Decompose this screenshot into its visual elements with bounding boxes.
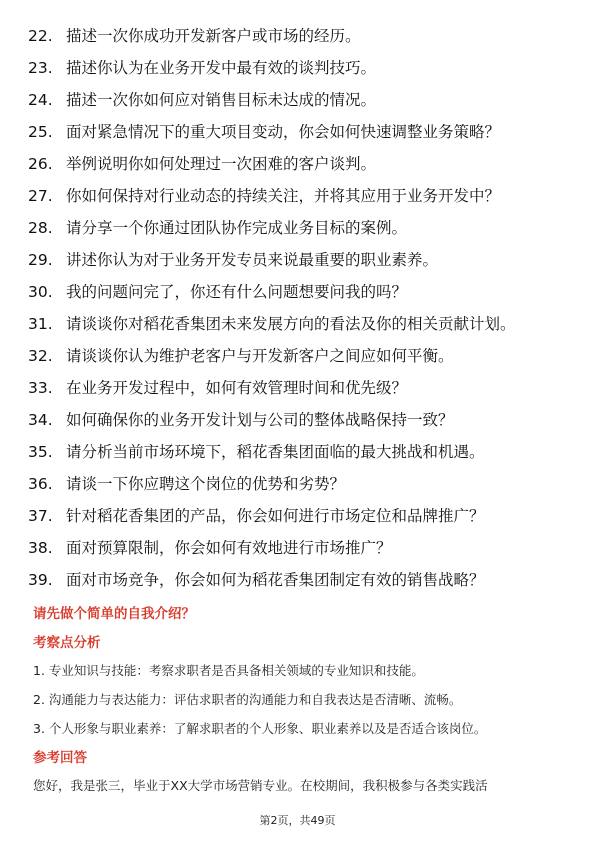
question-number: 39. bbox=[28, 571, 53, 589]
question-number: 22. bbox=[28, 27, 53, 45]
question-number: 37. bbox=[28, 507, 53, 525]
question-text: 针对稻花香集团的产品，你会如何进行市场定位和品牌推广？ bbox=[66, 507, 485, 525]
list-item bbox=[28, 122, 568, 143]
list-item bbox=[28, 154, 568, 175]
question-number: 26. bbox=[28, 155, 53, 173]
list-item bbox=[28, 410, 568, 431]
question-number: 23. bbox=[28, 59, 53, 77]
question-text: 请分析当前市场环境下，稻花香集团面临的最大挑战和机遇。 bbox=[66, 443, 485, 461]
analysis-item: 1. 专业知识与技能：考察求职者是否具备相关领域的专业知识和技能。 bbox=[33, 663, 424, 678]
question-number: 29. bbox=[28, 251, 53, 269]
question-number: 36. bbox=[28, 475, 53, 493]
list-item bbox=[28, 378, 568, 399]
question-number: 34. bbox=[28, 411, 53, 429]
analysis-item: 2. 沟通能力与表达能力：评估求职者的沟通能力和自我表达是否清晰、流畅。 bbox=[33, 692, 462, 707]
question-number: 32. bbox=[28, 347, 53, 365]
question-text: 面对市场竞争，你会如何为稻花香集团制定有效的销售战略？ bbox=[66, 571, 485, 589]
analysis-item: 3. 个人形象与职业素养：了解求职者的个人形象、职业素养以及是否适合该岗位。 bbox=[33, 721, 487, 736]
question-text: 请谈谈你认为维护老客户与开发新客户之间应如何平衡。 bbox=[66, 347, 454, 365]
question-number: 33. bbox=[28, 379, 53, 397]
question-number: 25. bbox=[28, 123, 53, 141]
list-item bbox=[28, 538, 568, 559]
question-number: 30. bbox=[28, 283, 53, 301]
list-item bbox=[28, 314, 568, 335]
question-text: 请分享一个你通过团队协作完成业务目标的案例。 bbox=[66, 219, 408, 237]
list-item bbox=[28, 186, 568, 207]
question-list bbox=[28, 26, 568, 602]
list-item bbox=[28, 58, 568, 79]
question-text: 面对紧急情况下的重大项目变动，你会如何快速调整业务策略？ bbox=[66, 123, 501, 141]
question-number: 38. bbox=[28, 539, 53, 557]
question-text: 如何确保你的业务开发计划与公司的整体战略保持一致？ bbox=[66, 411, 454, 429]
question-text: 面对预算限制，你会如何有效地进行市场推广？ bbox=[66, 539, 392, 557]
list-item bbox=[28, 218, 568, 239]
list-item bbox=[28, 90, 568, 111]
list-item bbox=[28, 442, 568, 463]
list-item bbox=[28, 570, 568, 591]
question-number: 27. bbox=[28, 187, 53, 205]
question-text: 描述一次你成功开发新客户或市场的经历。 bbox=[66, 27, 361, 45]
analysis-heading: 考察点分析 bbox=[33, 635, 101, 651]
question-number: 31. bbox=[28, 315, 53, 333]
question-text: 描述一次你如何应对销售目标未达成的情况。 bbox=[66, 91, 377, 109]
question-text: 举例说明你如何处理过一次困难的客户谈判。 bbox=[66, 155, 377, 173]
question-text: 我的问题问完了，你还有什么问题想要问我的吗？ bbox=[66, 283, 408, 301]
answer-text: 您好，我是张三，毕业于XX大学市场营销专业。在校期间，我积极参与各类实践活 bbox=[33, 778, 488, 793]
question-text: 讲述你认为对于业务开发专员来说最重要的职业素养。 bbox=[66, 251, 439, 269]
answer-section bbox=[33, 605, 563, 794]
question-number: 35. bbox=[28, 443, 53, 461]
list-item bbox=[28, 506, 568, 527]
question-text: 描述你认为在业务开发中最有效的谈判技巧。 bbox=[66, 59, 377, 77]
list-item bbox=[28, 26, 568, 47]
answer-heading: 参考回答 bbox=[33, 750, 87, 766]
question-number: 28. bbox=[28, 219, 53, 237]
list-item bbox=[28, 282, 568, 303]
list-item bbox=[28, 250, 568, 271]
question-text: 请谈一下你应聘这个岗位的优势和劣势？ bbox=[66, 475, 346, 493]
question-text: 请谈谈你对稻花香集团未来发展方向的看法及你的相关贡献计划。 bbox=[66, 315, 516, 333]
question-text: 在业务开发过程中，如何有效管理时间和优先级？ bbox=[66, 379, 408, 397]
question-number: 24. bbox=[28, 91, 53, 109]
intro-heading: 请先做个简单的自我介绍？ bbox=[33, 606, 195, 622]
page-footer: 第2页，共49页 bbox=[259, 814, 336, 827]
question-text: 你如何保持对行业动态的持续关注，并将其应用于业务开发中？ bbox=[66, 187, 501, 205]
list-item bbox=[28, 474, 568, 495]
list-item bbox=[28, 346, 568, 367]
